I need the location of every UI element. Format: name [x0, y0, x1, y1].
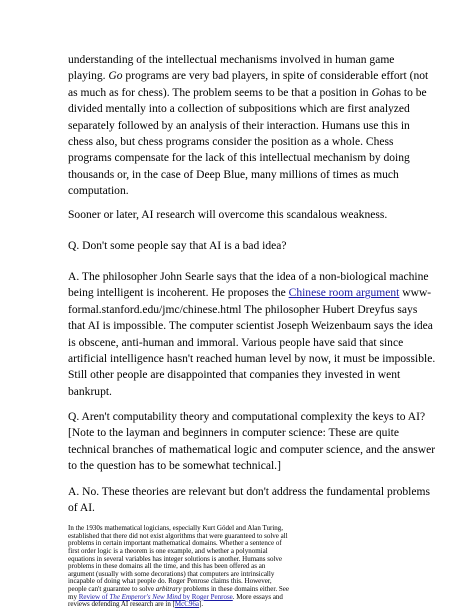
text-line: A. The philosopher John Searle says that the idea of a non-biological machine	[68, 271, 429, 283]
text-line: problems in certain important mathematical domains. Whether a sentence of	[68, 539, 282, 548]
text-line: separately followed by an analysis of their interaction. Humans use this in	[68, 119, 410, 132]
text-run: people can't guarantee to solve	[68, 585, 156, 594]
text-run: as much as for chess). The problem seems to be that a position in	[68, 86, 372, 99]
text-line: to the question has to be somewhat technical.]	[68, 460, 281, 473]
text-run: playing.	[68, 70, 109, 83]
text-line: understanding of the intellectual mechanisms involved in human game	[68, 54, 395, 66]
text-line: artificial intelligence hasn't reached human level by now, it must be impossible.	[68, 353, 436, 366]
text-line: argument (usually with some decorations) that computers are intrinsically	[68, 569, 275, 578]
text-line	[68, 601, 420, 609]
text-run: ].	[199, 600, 204, 609]
text-line: that AI is impossible. The computer scientist Joseph Weizenbaum says the idea	[68, 320, 433, 333]
text-line: In the 1930s mathematical logicians, especially Kurt Gödel and Alan Turing,	[68, 524, 284, 532]
text-line: problems in these domains all the time, and this has been offered as an	[68, 562, 266, 571]
paragraph-sooner-or-later	[68, 207, 420, 223]
text-line: incapable of doing what people do. Roger Penrose claims this. However,	[68, 577, 272, 586]
text-line: thousands or, in the case of Deep Blue, many millions of times as much	[68, 168, 399, 181]
text-line: first order logic is a theorem is one example, and whether a polynomial	[68, 546, 268, 555]
text-run: being intelligent is incoherent. He proposes the	[68, 287, 289, 300]
text-run: www-	[399, 287, 432, 300]
text-line: Still other people are disappointed that companies they invested in went	[68, 369, 401, 382]
text-line: computation.	[68, 185, 129, 198]
paragraph-1930s-logicians	[68, 525, 420, 609]
link-text: Review of	[78, 592, 110, 601]
paragraph-computability-question	[68, 409, 436, 475]
text-line: A. No. These theories are relevant but don't address the fundamental problems	[68, 486, 430, 498]
text-line: is obscene, anti-human and immoral. Various people have said that since	[68, 336, 404, 349]
paragraph-question-bad-idea	[68, 238, 420, 254]
text-line: Sooner or later, AI research will overcome this scandalous weakness.	[68, 209, 388, 221]
text-line: formal.stanford.edu/jmc/chinese.html The philosopher Hubert Dreyfus says	[68, 303, 418, 316]
text-line: established that there did not exist algorithms that were guaranteed to solve all	[68, 531, 288, 540]
text-run: . More essays and	[232, 592, 283, 601]
text-line	[68, 85, 427, 101]
text-line: divided mentally into a collection of subpositions which are first analyzed	[68, 103, 410, 116]
text-run: reviews defending AI research are in [	[68, 600, 175, 609]
paragraph-theories-answer	[68, 484, 430, 517]
text-line	[68, 285, 432, 301]
paragraph-go-programs	[68, 52, 429, 200]
book-title-italic-text: The Emperor's New Mind	[109, 592, 182, 601]
text-run: my	[68, 592, 79, 601]
chinese-room-argument-link[interactable]: Chinese room argument	[288, 287, 400, 300]
text-line: chess also, but chess programs consider the position as a whole. Chess	[68, 136, 394, 149]
link-text: by Roger Penrose	[181, 592, 233, 601]
paragraph-searle-answer	[68, 269, 436, 400]
go-italic-text: Go	[108, 70, 123, 83]
text-line: technical branches of mathematical logic and computer science, and the answer	[68, 443, 436, 456]
arbitrary-italic-text: arbitrary	[155, 585, 182, 594]
text-line: Q. Don't some people say that AI is a bad idea?	[68, 240, 287, 252]
text-run: problems in these domains either. See	[181, 585, 289, 594]
text-line	[68, 68, 429, 84]
text-line: bankrupt.	[68, 385, 112, 398]
text-run: programs are very bad players, in spite of considerable effort (not	[122, 70, 429, 83]
go-italic-text: Go	[371, 86, 386, 99]
text-run: has to be	[385, 86, 427, 99]
text-line: [Note to the layman and beginners in computer science: These are quite	[68, 427, 399, 440]
mcc96a-reference-link[interactable]: McC96a	[174, 600, 200, 609]
text-line: of AI.	[68, 502, 95, 515]
text-line: Q. Aren't computability theory and computational complexity the keys to AI?	[68, 411, 426, 423]
text-line: equations in several variables has integer solutions is another. Humans solve	[68, 554, 283, 563]
text-line: programs compensate for the lack of this intellectual mechanism by doing	[68, 152, 410, 165]
